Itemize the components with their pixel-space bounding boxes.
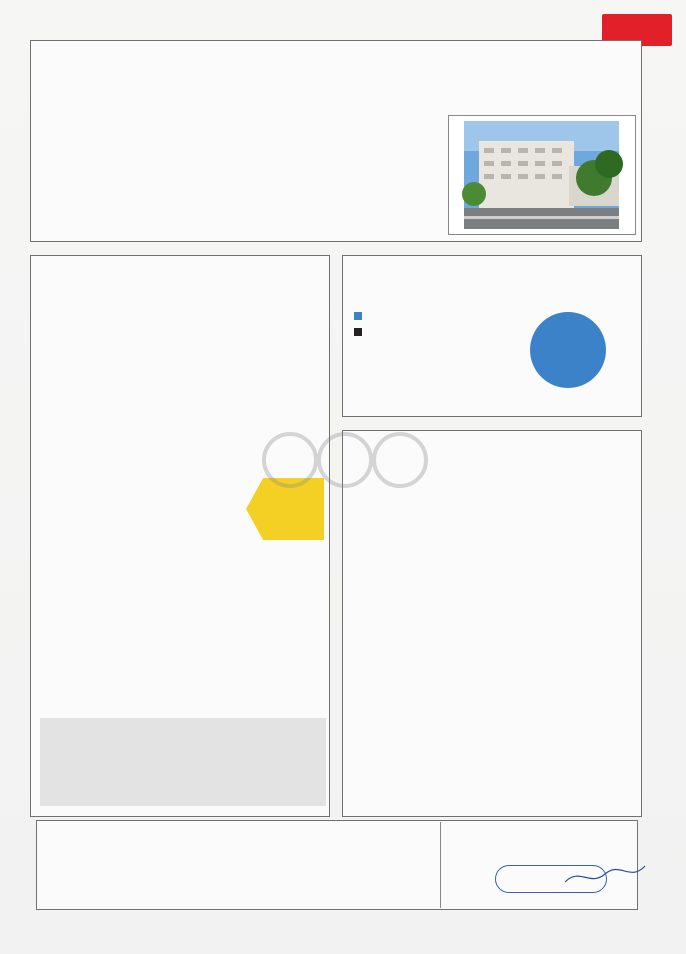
building-photo (448, 115, 636, 235)
legend-swatch (354, 312, 362, 320)
watermark (200, 430, 490, 530)
requirement-box (40, 718, 326, 806)
signature (560, 862, 650, 892)
pie-slice-heat (530, 312, 606, 388)
legend-swatch (354, 328, 362, 336)
footer-divider (440, 822, 441, 908)
legend-item-heat (354, 312, 366, 320)
legend-item-electricity (354, 328, 366, 336)
pie-chart (528, 310, 608, 390)
